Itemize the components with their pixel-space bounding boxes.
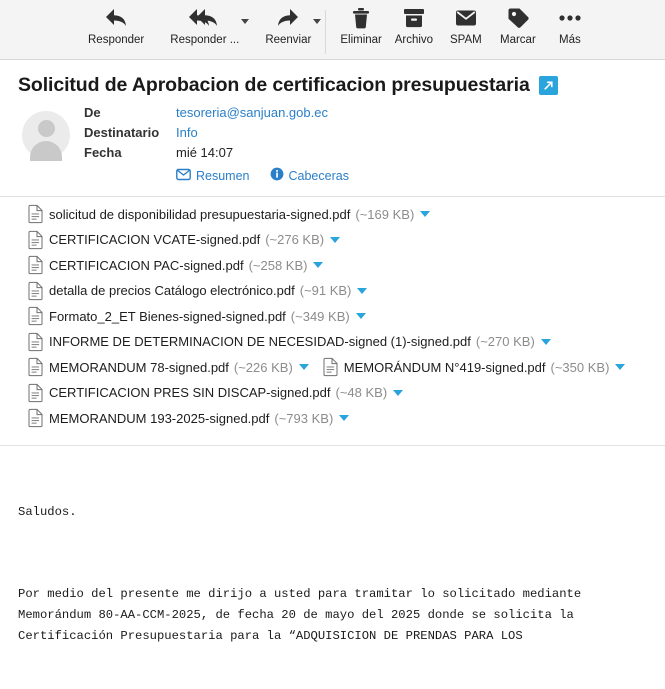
attachment-menu-icon[interactable]: [541, 339, 551, 345]
pdf-file-icon: [28, 358, 43, 376]
from-row: [84, 105, 647, 120]
attachment-row: [28, 282, 647, 300]
attachment-row: [28, 384, 647, 402]
forward-label: Reenviar: [265, 34, 312, 46]
reply-button[interactable]: [82, 5, 150, 46]
attachment-list: [0, 196, 665, 441]
reply-icon: [103, 5, 129, 31]
from-value[interactable]: tesoreria@sanjuan.gob.ec: [176, 105, 328, 120]
attachment-size: (~169 KB): [355, 206, 415, 222]
headers-label: Cabeceras: [288, 168, 349, 183]
attachment-size: (~91 KB): [299, 283, 352, 298]
chevron-down-icon[interactable]: [241, 19, 249, 24]
attachment-size: (~276 KB): [265, 232, 325, 247]
summary-icon: [176, 168, 191, 184]
archive-button[interactable]: [388, 5, 440, 46]
trash-icon: [350, 5, 372, 31]
attachment-size: (~258 KB): [248, 257, 308, 273]
attachment-menu-icon[interactable]: [339, 415, 349, 421]
info-icon: [270, 167, 284, 184]
attachment-name: detalla de precios Catálogo electrónico.pdf: [49, 283, 295, 298]
attachment-menu-icon[interactable]: [299, 364, 309, 370]
forward-button[interactable]: [259, 5, 317, 46]
attachment-item[interactable]: [28, 358, 309, 376]
avatar: [22, 111, 70, 159]
attachment-item[interactable]: [28, 307, 366, 325]
attachment-size: (~349 KB): [290, 308, 350, 324]
archive-icon: [402, 5, 426, 31]
pdf-file-icon: [28, 282, 43, 300]
archive-label: Archivo: [394, 34, 434, 46]
attachment-row: [28, 307, 647, 325]
forward-icon: [275, 5, 301, 31]
avatar-body: [30, 141, 62, 161]
reply-all-label: Responder ...: [170, 34, 240, 46]
attachment-size: (~350 KB): [550, 359, 610, 375]
mark-label: Marcar: [500, 34, 536, 46]
summary-label: Resumen: [196, 168, 250, 183]
spam-button[interactable]: [440, 5, 492, 46]
pdf-file-icon: [28, 256, 43, 274]
attachment-menu-icon[interactable]: [330, 237, 340, 243]
page-title: Solicitud de Aprobacion de certificacion presupuestaria: [18, 74, 530, 96]
attachment-item[interactable]: [28, 256, 323, 274]
attachment-name: solicitud de disponibilidad presupuestaria-signed.pdf: [49, 206, 351, 222]
attachment-size: (~793 KB): [274, 410, 334, 426]
attachment-menu-icon[interactable]: [393, 390, 403, 396]
delete-label: Eliminar: [340, 34, 382, 46]
avatar-head: [38, 120, 55, 137]
attachment-row: [28, 333, 647, 351]
to-row: [84, 125, 647, 140]
expand-icon[interactable]: [539, 76, 558, 95]
pdf-file-icon: [28, 384, 43, 402]
attachment-item[interactable]: [28, 333, 551, 351]
headers-link[interactable]: [270, 167, 349, 184]
attachment-item[interactable]: [323, 358, 626, 376]
reply-label: Responder: [88, 34, 145, 46]
attachment-menu-icon[interactable]: [420, 211, 430, 217]
attachment-name: INFORME DE DETERMINACION DE NECESIDAD-signed (1)-signed.pdf: [49, 334, 471, 349]
attachment-name: Formato_2_ET Bienes-signed-signed.pdf: [49, 308, 286, 324]
attachment-item[interactable]: [28, 384, 403, 402]
message-header: [0, 103, 665, 184]
to-label: Destinatario: [84, 125, 160, 140]
pdf-file-icon: [28, 409, 43, 427]
date-value: mié 14:07: [176, 145, 234, 160]
header-meta-links: [176, 167, 647, 184]
delete-button[interactable]: [334, 5, 388, 46]
date-label: Fecha: [84, 145, 122, 160]
tag-icon: [506, 5, 530, 31]
pdf-file-icon: [28, 307, 43, 325]
attachment-menu-icon[interactable]: [357, 288, 367, 294]
attachment-row: [28, 256, 647, 274]
attachment-row: [28, 205, 647, 223]
subject-row: [0, 60, 665, 103]
attachment-name: CERTIFICACION PAC-signed.pdf: [49, 257, 244, 273]
pdf-file-icon: [323, 358, 338, 376]
date-row: [84, 145, 647, 160]
attachment-name: MEMORANDUM 193-2025-signed.pdf: [49, 410, 270, 426]
attachment-item[interactable]: [28, 282, 367, 300]
attachment-size: (~270 KB): [475, 334, 535, 349]
reply-all-button[interactable]: [164, 5, 245, 46]
attachment-name: MEMORANDUM 78-signed.pdf: [49, 359, 229, 375]
attachment-menu-icon[interactable]: [313, 262, 323, 268]
attachment-name: CERTIFICACION PRES SIN DISCAP-signed.pdf: [49, 385, 331, 400]
chevron-down-icon-forward[interactable]: [313, 19, 321, 24]
attachment-row: [28, 358, 647, 376]
mark-button[interactable]: [492, 5, 544, 46]
attachment-row: [28, 409, 647, 427]
attachment-menu-icon[interactable]: [615, 364, 625, 370]
spam-icon: [454, 5, 478, 31]
attachment-item[interactable]: [28, 409, 349, 427]
spam-label: SPAM: [450, 34, 482, 46]
from-label: De: [84, 105, 101, 120]
attachment-size: (~226 KB): [233, 359, 293, 375]
attachment-item[interactable]: [28, 205, 430, 223]
body-paragraph-greeting: Saludos.: [18, 504, 77, 519]
attachment-item[interactable]: [28, 231, 340, 249]
pdf-file-icon: [28, 231, 43, 249]
more-label: Más: [559, 34, 581, 46]
pdf-file-icon: [28, 205, 43, 223]
attachment-name: CERTIFICACION VCATE-signed.pdf: [49, 232, 261, 247]
attachment-size: (~48 KB): [335, 385, 388, 400]
reply-all-icon: [188, 5, 222, 31]
attachment-name: MEMORÁNDUM N°419-signed.pdf: [343, 359, 546, 375]
more-button[interactable]: [544, 5, 596, 46]
more-icon: [557, 5, 583, 31]
message-body: [0, 446, 665, 689]
header-fields: [84, 105, 647, 184]
attachment-row: [28, 231, 647, 249]
body-paragraph-main: Por medio del presente me dirijo a usted para tramitar lo solicitado mediante Memorándum 80-AA-CCM-2025, de fecha 20 de mayo del 2025 donde se solicita la Certificación Presupuestaria para la “ADQUISICION DE PRENDAS PARA LOS: [18, 586, 589, 643]
message-toolbar: [0, 0, 665, 60]
toolbar-divider: [325, 10, 326, 54]
pdf-file-icon: [28, 333, 43, 351]
attachment-menu-icon[interactable]: [356, 313, 366, 319]
summary-link[interactable]: [176, 168, 250, 184]
to-value[interactable]: Info: [176, 125, 198, 140]
